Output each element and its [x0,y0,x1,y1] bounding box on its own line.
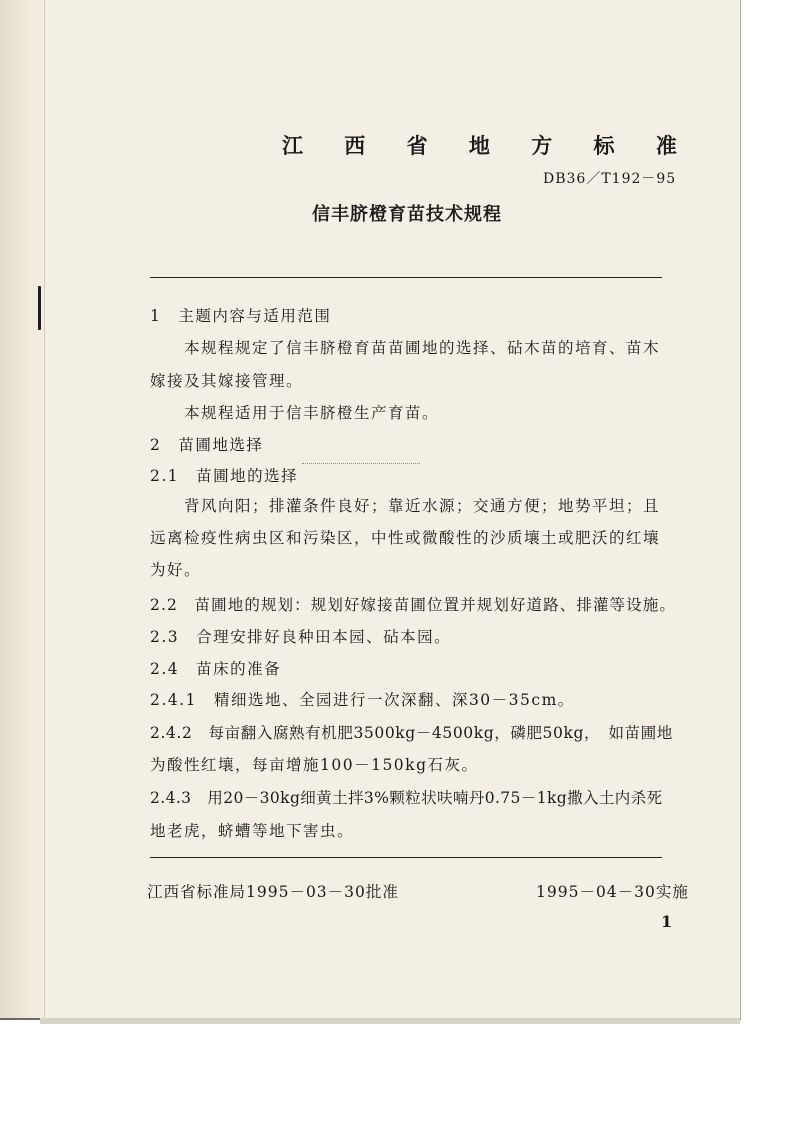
page-spine-shadow [0,0,45,1018]
section-2-4-3-line-2: 地老虎，蛴螬等地下害虫。 [150,822,355,840]
section-2-4-2-line-2: 为酸性红壤，每亩增施100－150kg石灰。 [150,756,479,774]
section-2-4-3-line-1: 2.4.3 用20－30kg细黄土拌3%颗粒状呋喃丹0.75－1kg撒入土内杀死 [150,789,663,807]
top-divider [150,277,662,278]
section-1-paragraph-2: 本规程适用于信丰脐橙生产育苗。 [184,404,440,422]
page-number: 1 [661,912,673,931]
document-title: 信丰脐橙育苗技术规程 [312,204,502,225]
effective-date: 1995－04－30实施 [536,883,689,901]
underlying-page-edge [40,1018,740,1024]
section-1-paragraph-1-line-1: 本规程规定了信丰脐橙育苗苗圃地的选择、砧木苗的培育、苗木 [184,339,661,357]
standard-code: DB36／T192－95 [543,171,677,187]
section-2-4-1: 2.4.1 精细选地、全园进行一次深翻、深30－35cm。 [150,691,575,709]
bottom-divider [150,857,662,858]
section-2-1-line-3: 为好。 [150,561,202,579]
section-1-heading: 1 主题内容与适用范围 [150,307,332,325]
section-1-paragraph-1-line-2: 嫁接及其嫁接管理。 [150,372,304,390]
section-2-3: 2.3 合理安排好良种田本园、砧本园。 [150,628,452,646]
section-2-1-line-1: 背风向阳；排灌条件良好；靠近水源；交通方便；地势平坦；且 [184,497,661,515]
section-2-4-heading: 2.4 苗床的准备 [150,660,282,678]
dotted-line [302,463,420,464]
section-2-heading: 2 苗圃地选择 [150,436,264,454]
binding-mark [38,286,41,330]
section-2-2: 2.2 苗圃地的规划：规划好嫁接苗圃位置并规划好道路、排灌等设施。 [150,596,676,614]
section-2-1-heading: 2.1 苗圃地的选择 [150,467,299,485]
header-title: 江 西 省 地 方 标 准 [282,133,694,158]
section-2-4-2-line-1: 2.4.2 每亩翻入腐熟有机肥3500kg－4500kg，磷肥50kg， 如苗圃地 [150,724,673,742]
section-2-1-line-2: 远离检疫性病虫区和污染区，中性或微酸性的沙质壤土或肥沃的红壤 [150,529,661,547]
approval-date: 江西省标准局1995－03－30批准 [147,883,399,901]
